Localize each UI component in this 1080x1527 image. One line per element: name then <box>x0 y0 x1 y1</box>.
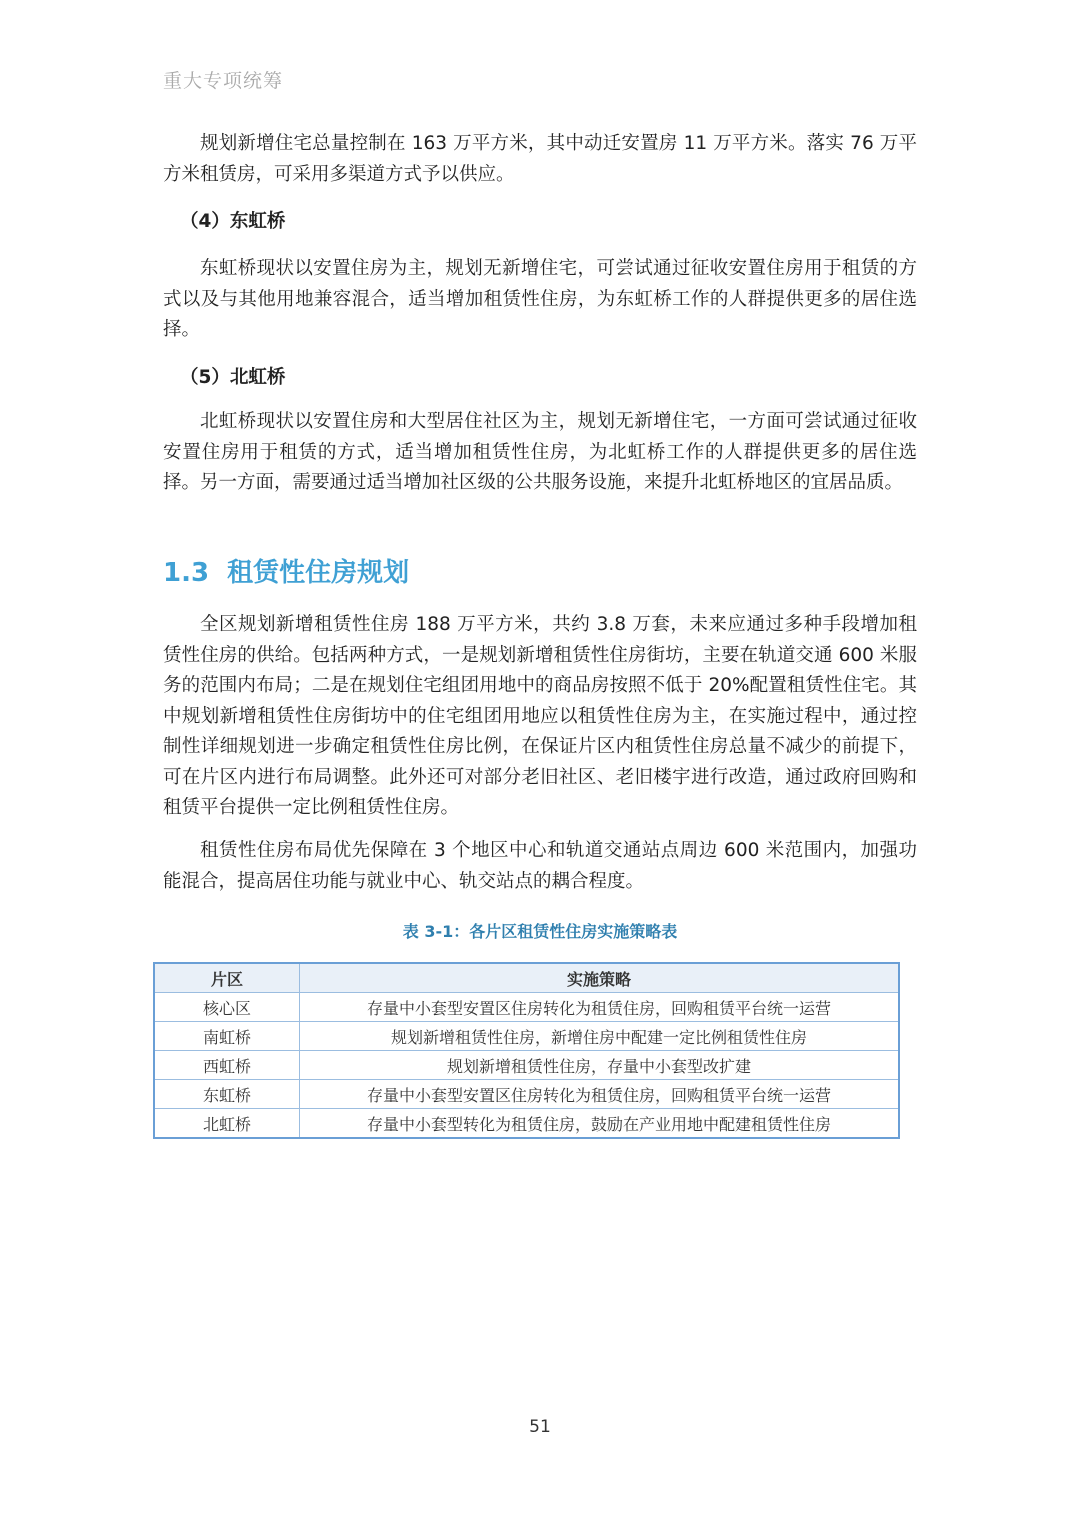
table-row <box>154 1109 899 1139</box>
table-row <box>154 1051 899 1080</box>
table-row <box>154 1022 899 1051</box>
strategy-cell: 存量中小套型转化为租赁住房，鼓励在产业用地中配建租赁性住房 <box>300 1109 900 1139</box>
table-row <box>154 1080 899 1109</box>
paragraph-1: 规划新增住宅总量控制在 163 万平方米，其中动迁安置房 11 万平方米。落实 76 万平方米租赁房，可采用多渠道方式予以供应。 <box>163 133 917 185</box>
strategy-table <box>153 962 900 1139</box>
district-cell: 南虹桥 <box>154 1022 300 1051</box>
paragraph-4: 全区规划新增租赁性住房 188 万平方米，共约 3.8 万套，未来应通过多种手段增加租赁性住房的供给。包括两种方式，一是规划新增租赁性住房街坊，主要在轨道交通 600 米服务的范围内布局；二是在规划住宅组团用地中的商品房按照不低于 20%配置租赁性住宅。其中规划新增租赁性住房街坊中的住宅组团用地应以租赁性住房为主，在实施过程中，通过控制性详细规划进一步确定租赁性住房比例，在保证片区内租赁性住房总量不减少的前提下，可在片区内进行布局调整。此外还可对部分老旧社区、老旧楼宇进行改造，通过政府回购和租赁平台提供一定比例租赁性住房。 <box>163 614 917 818</box>
subheading-dong-hongqiao: （4）东虹桥 <box>180 211 286 232</box>
strategy-cell: 存量中小套型安置区住房转化为租赁住房，回购租赁平台统一运营 <box>300 993 900 1022</box>
running-header: 重大专项统筹 <box>163 70 284 92</box>
table-header-row <box>154 963 899 993</box>
header-district: 片区 <box>154 963 300 993</box>
district-cell: 北虹桥 <box>154 1109 300 1139</box>
paragraph-2: 东虹桥现状以安置住房为主，规划无新增住宅，可尝试通过征收安置住房用于租赁的方式以及与其他用地兼容混合，适当增加租赁性住房，为东虹桥工作的人群提供更多的居住选择。 <box>163 258 917 340</box>
table-caption: 表 3-1：各片区租赁性住房实施策略表 <box>402 922 678 941</box>
strategy-cell: 规划新增租赁性住房，存量中小套型改扩建 <box>300 1051 900 1080</box>
district-cell: 核心区 <box>154 993 300 1022</box>
paragraph-3: 北虹桥现状以安置住房和大型居住社区为主，规划无新增住宅，一方面可尝试通过征收安置住房用于租赁的方式，适当增加租赁性住房，为北虹桥工作的人群提供更多的居住选择。另一方面，需要通过适当增加社区级的公共服务设施，来提升北虹桥地区的宜居品质。 <box>163 411 917 493</box>
paragraph-5: 租赁性住房布局优先保障在 3 个地区中心和轨道交通站点周边 600 米范围内，加强功能混合，提高居住功能与就业中心、轨交站点的耦合程度。 <box>163 840 917 892</box>
page-number: 51 <box>529 1417 551 1437</box>
subheading-bei-hongqiao: （5）北虹桥 <box>180 367 286 388</box>
section-number: 1.3 <box>163 558 210 588</box>
district-cell: 东虹桥 <box>154 1080 300 1109</box>
section-heading <box>163 552 409 589</box>
header-strategy: 实施策略 <box>300 963 900 993</box>
table-row <box>154 993 899 1022</box>
section-title: 租赁性住房规划 <box>227 558 410 588</box>
strategy-cell: 存量中小套型安置区住房转化为租赁住房，回购租赁平台统一运营 <box>300 1080 900 1109</box>
district-cell: 西虹桥 <box>154 1051 300 1080</box>
strategy-cell: 规划新增租赁性住房，新增住房中配建一定比例租赁性住房 <box>300 1022 900 1051</box>
